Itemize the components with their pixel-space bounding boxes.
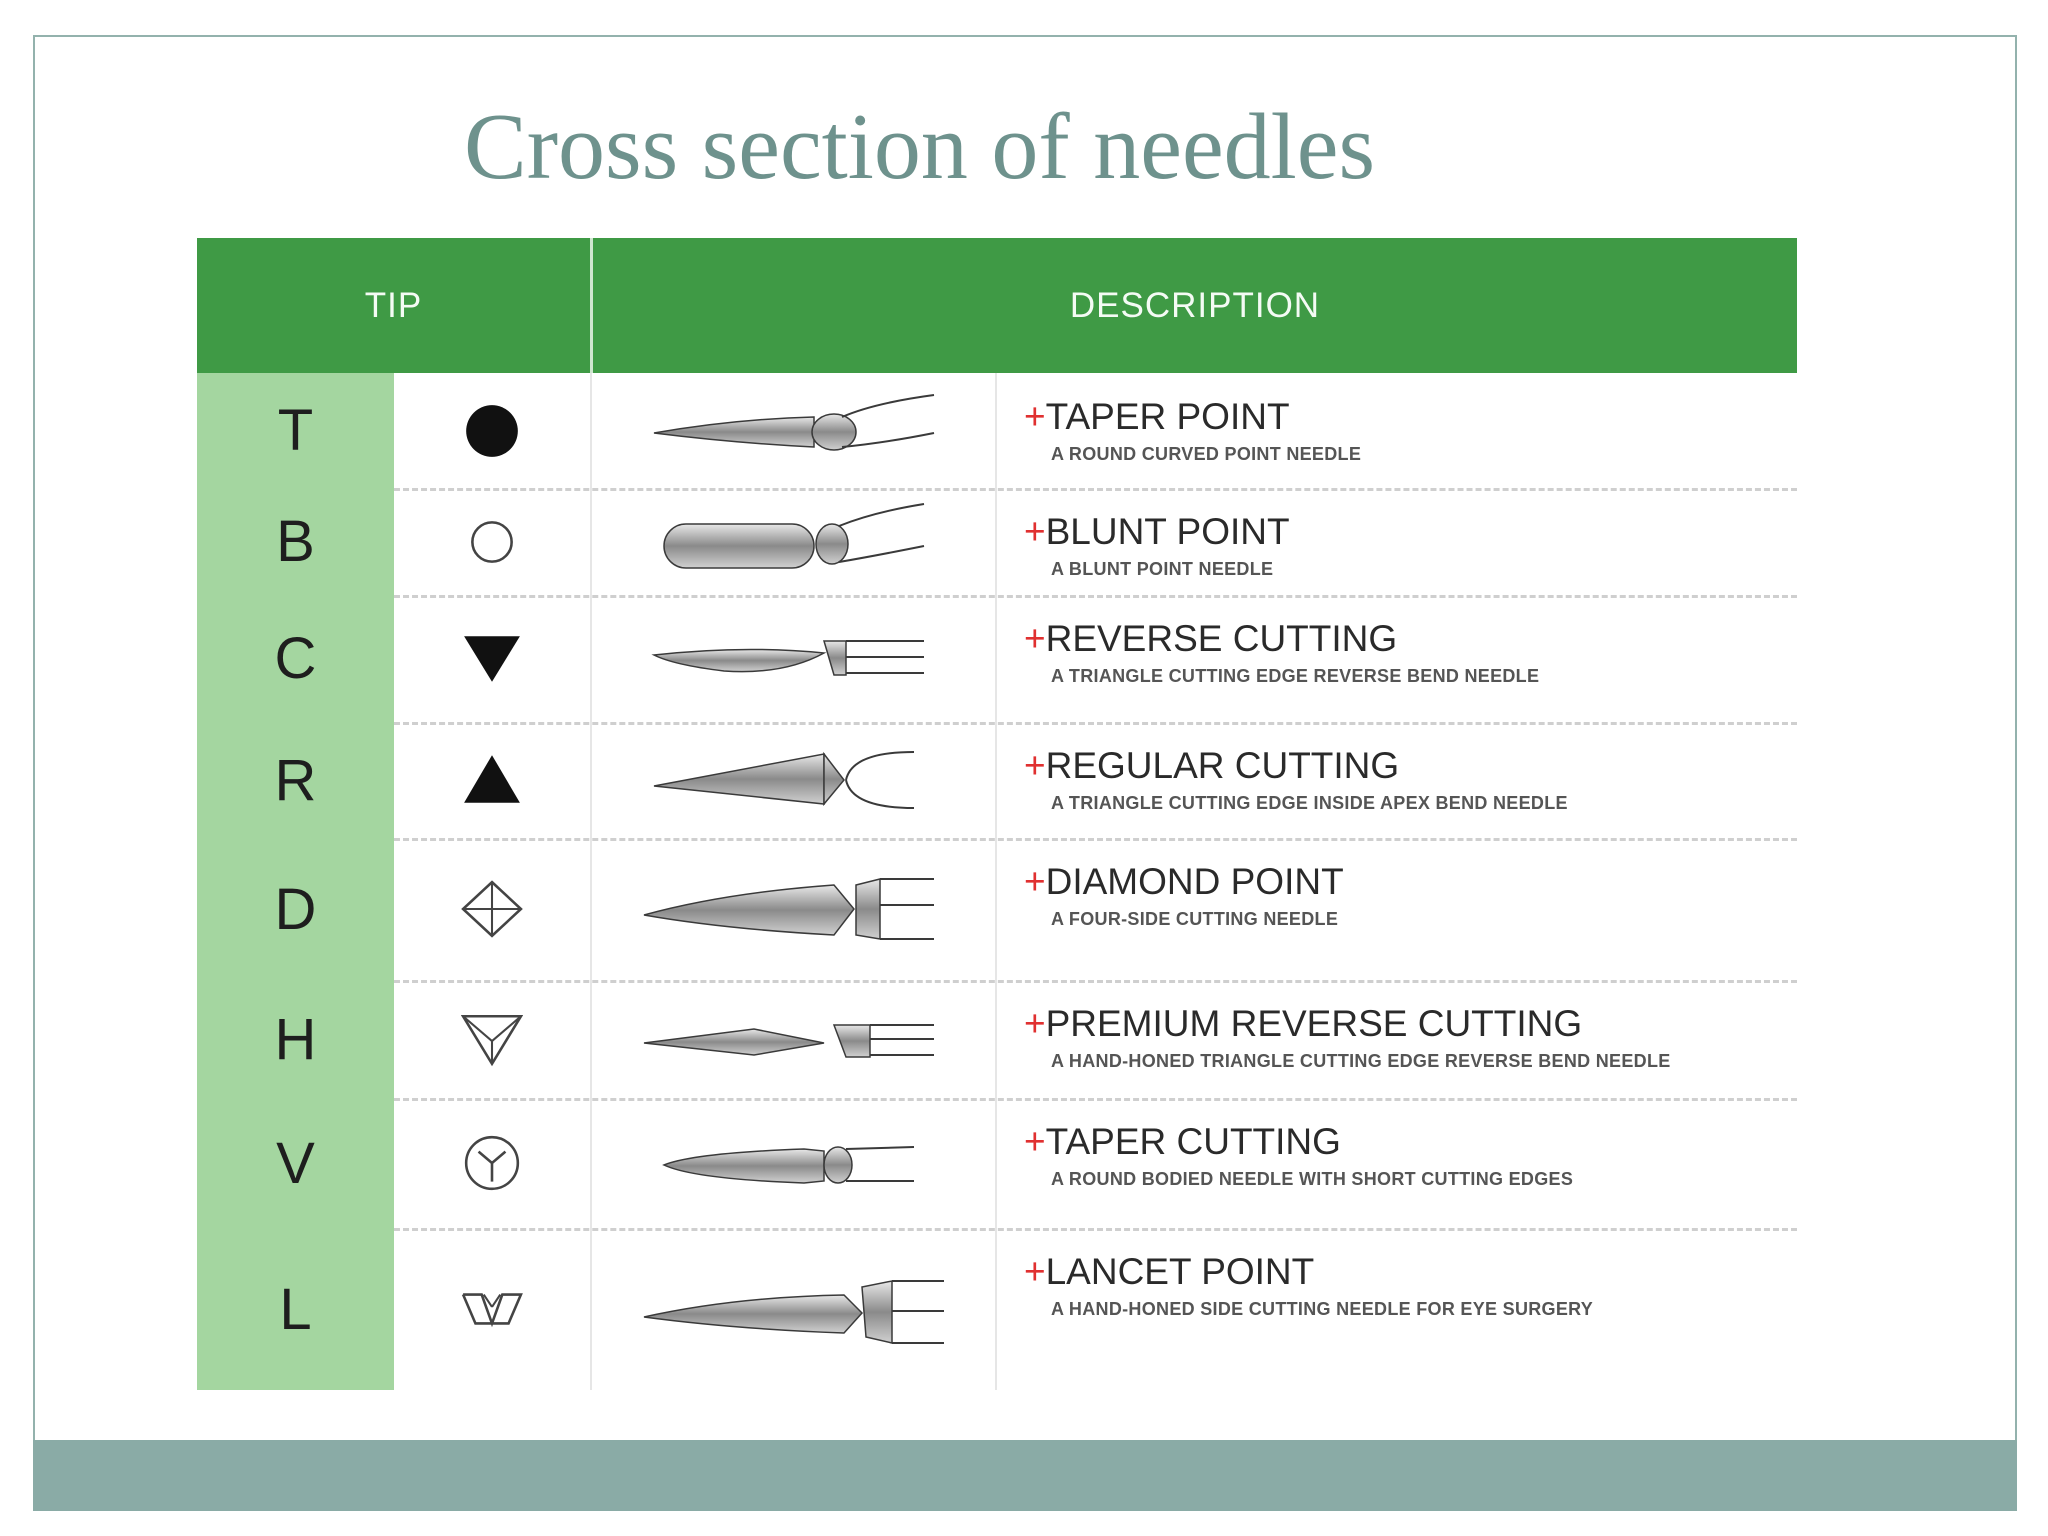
plus-marker: +: [1024, 396, 1046, 437]
table-row: [197, 838, 1797, 980]
diamond-point-needle-icon: [634, 859, 954, 959]
tip-letter: B: [276, 509, 315, 574]
diamond-icon: [461, 878, 523, 940]
description-cell: [1024, 1122, 1784, 1192]
cross-section-cell: [394, 1098, 590, 1228]
regular-cutting-needle-icon: [634, 730, 954, 830]
description-cell: [1024, 1004, 1784, 1074]
tip-detail: A TRIANGLE CUTTING EDGE REVERSE BEND NEEDLE: [1051, 666, 1540, 686]
needle-image-cell: [592, 838, 995, 980]
tip-detail: A ROUND CURVED POINT NEEDLE: [1051, 444, 1362, 464]
plus-marker: +: [1024, 1251, 1046, 1292]
tip-letter: H: [274, 1006, 317, 1072]
tip-letter: L: [279, 1276, 312, 1342]
table-row: [197, 595, 1797, 722]
needle-image-cell: [592, 722, 995, 838]
plus-marker: +: [1024, 1003, 1046, 1044]
tip-name: +PREMIUM REVERSE CUTTING: [1024, 1003, 1583, 1044]
reverse-cutting-needle-icon: [634, 609, 954, 709]
tip-detail: A HAND-HONED TRIANGLE CUTTING EDGE REVERSE BEND NEEDLE: [1051, 1051, 1671, 1071]
description-cell: [1024, 512, 1784, 582]
tip-name: +REVERSE CUTTING: [1024, 618, 1398, 659]
slide-title: Cross section of needles: [464, 95, 1376, 199]
premium-reverse-cutting-needle-icon: [634, 989, 954, 1089]
table-row: [197, 980, 1797, 1098]
tip-letter: R: [274, 747, 317, 813]
table-row: [197, 1228, 1797, 1390]
cross-section-cell: [394, 595, 590, 722]
description-cell: [1024, 619, 1784, 689]
table-row: [197, 488, 1797, 595]
plus-marker: +: [1024, 511, 1046, 552]
needle-image-cell: [592, 373, 995, 488]
tip-detail: A HAND-HONED SIDE CUTTING NEEDLE FOR EYE SURGERY: [1051, 1299, 1594, 1319]
cross-section-cell: [394, 373, 590, 488]
plus-marker: +: [1024, 1121, 1046, 1162]
cross-section-cell: [394, 722, 590, 838]
needle-image-cell: [592, 488, 995, 595]
taper-point-needle-icon: [634, 381, 954, 481]
lancet-icon: [461, 1278, 523, 1340]
header-description: DESCRIPTION: [1069, 286, 1321, 325]
table-header: [197, 238, 1797, 373]
needle-image-cell: [592, 1098, 995, 1228]
tip-name: +REGULAR CUTTING: [1024, 745, 1400, 786]
blunt-point-needle-icon: [634, 492, 954, 592]
tip-detail: A TRIANGLE CUTTING EDGE INSIDE APEX BEND NEEDLE: [1051, 793, 1568, 813]
needle-table: [197, 238, 1797, 1390]
lancet-point-needle-icon: [634, 1259, 954, 1359]
tip-letter: T: [277, 398, 314, 463]
filled-circle-icon: [461, 400, 523, 462]
table-row: [197, 1098, 1797, 1228]
cross-section-cell: [394, 488, 590, 595]
tip-detail: A BLUNT POINT NEEDLE: [1051, 559, 1274, 579]
description-cell: [1024, 746, 1784, 816]
circle-y-icon: [461, 1132, 523, 1194]
header-tip: TIP: [364, 286, 423, 325]
description-cell: [1024, 862, 1784, 932]
tip-name: +TAPER CUTTING: [1024, 1121, 1341, 1162]
tip-letter: V: [276, 1130, 315, 1196]
needle-image-cell: [592, 1228, 995, 1390]
footer-band: [33, 1440, 2017, 1511]
plus-marker: +: [1024, 618, 1046, 659]
description-cell: [1024, 1252, 1784, 1322]
needle-image-cell: [592, 595, 995, 722]
outlined-circle-icon: [461, 511, 523, 573]
tip-detail: A ROUND BODIED NEEDLE WITH SHORT CUTTING EDGES: [1051, 1169, 1574, 1189]
inverted-triangle-icon: [461, 628, 523, 690]
triangle-icon: [461, 749, 523, 811]
tip-name: +TAPER POINT: [1024, 396, 1290, 437]
needle-image-cell: [592, 980, 995, 1098]
plus-marker: +: [1024, 745, 1046, 786]
table-row: [197, 722, 1797, 838]
tip-name: +BLUNT POINT: [1024, 511, 1290, 552]
description-cell: [1024, 397, 1784, 467]
tip-name: +DIAMOND POINT: [1024, 861, 1344, 902]
faceted-triangle-icon: [461, 1008, 523, 1070]
cross-section-cell: [394, 838, 590, 980]
tip-name: +LANCET POINT: [1024, 1251, 1315, 1292]
tip-letter: D: [274, 876, 317, 942]
cross-section-cell: [394, 1228, 590, 1390]
cross-section-cell: [394, 980, 590, 1098]
tip-detail: A FOUR-SIDE CUTTING NEEDLE: [1051, 909, 1339, 929]
table-row: [197, 373, 1797, 488]
plus-marker: +: [1024, 861, 1046, 902]
tip-letter: C: [274, 626, 317, 691]
taper-cutting-needle-icon: [634, 1113, 954, 1213]
